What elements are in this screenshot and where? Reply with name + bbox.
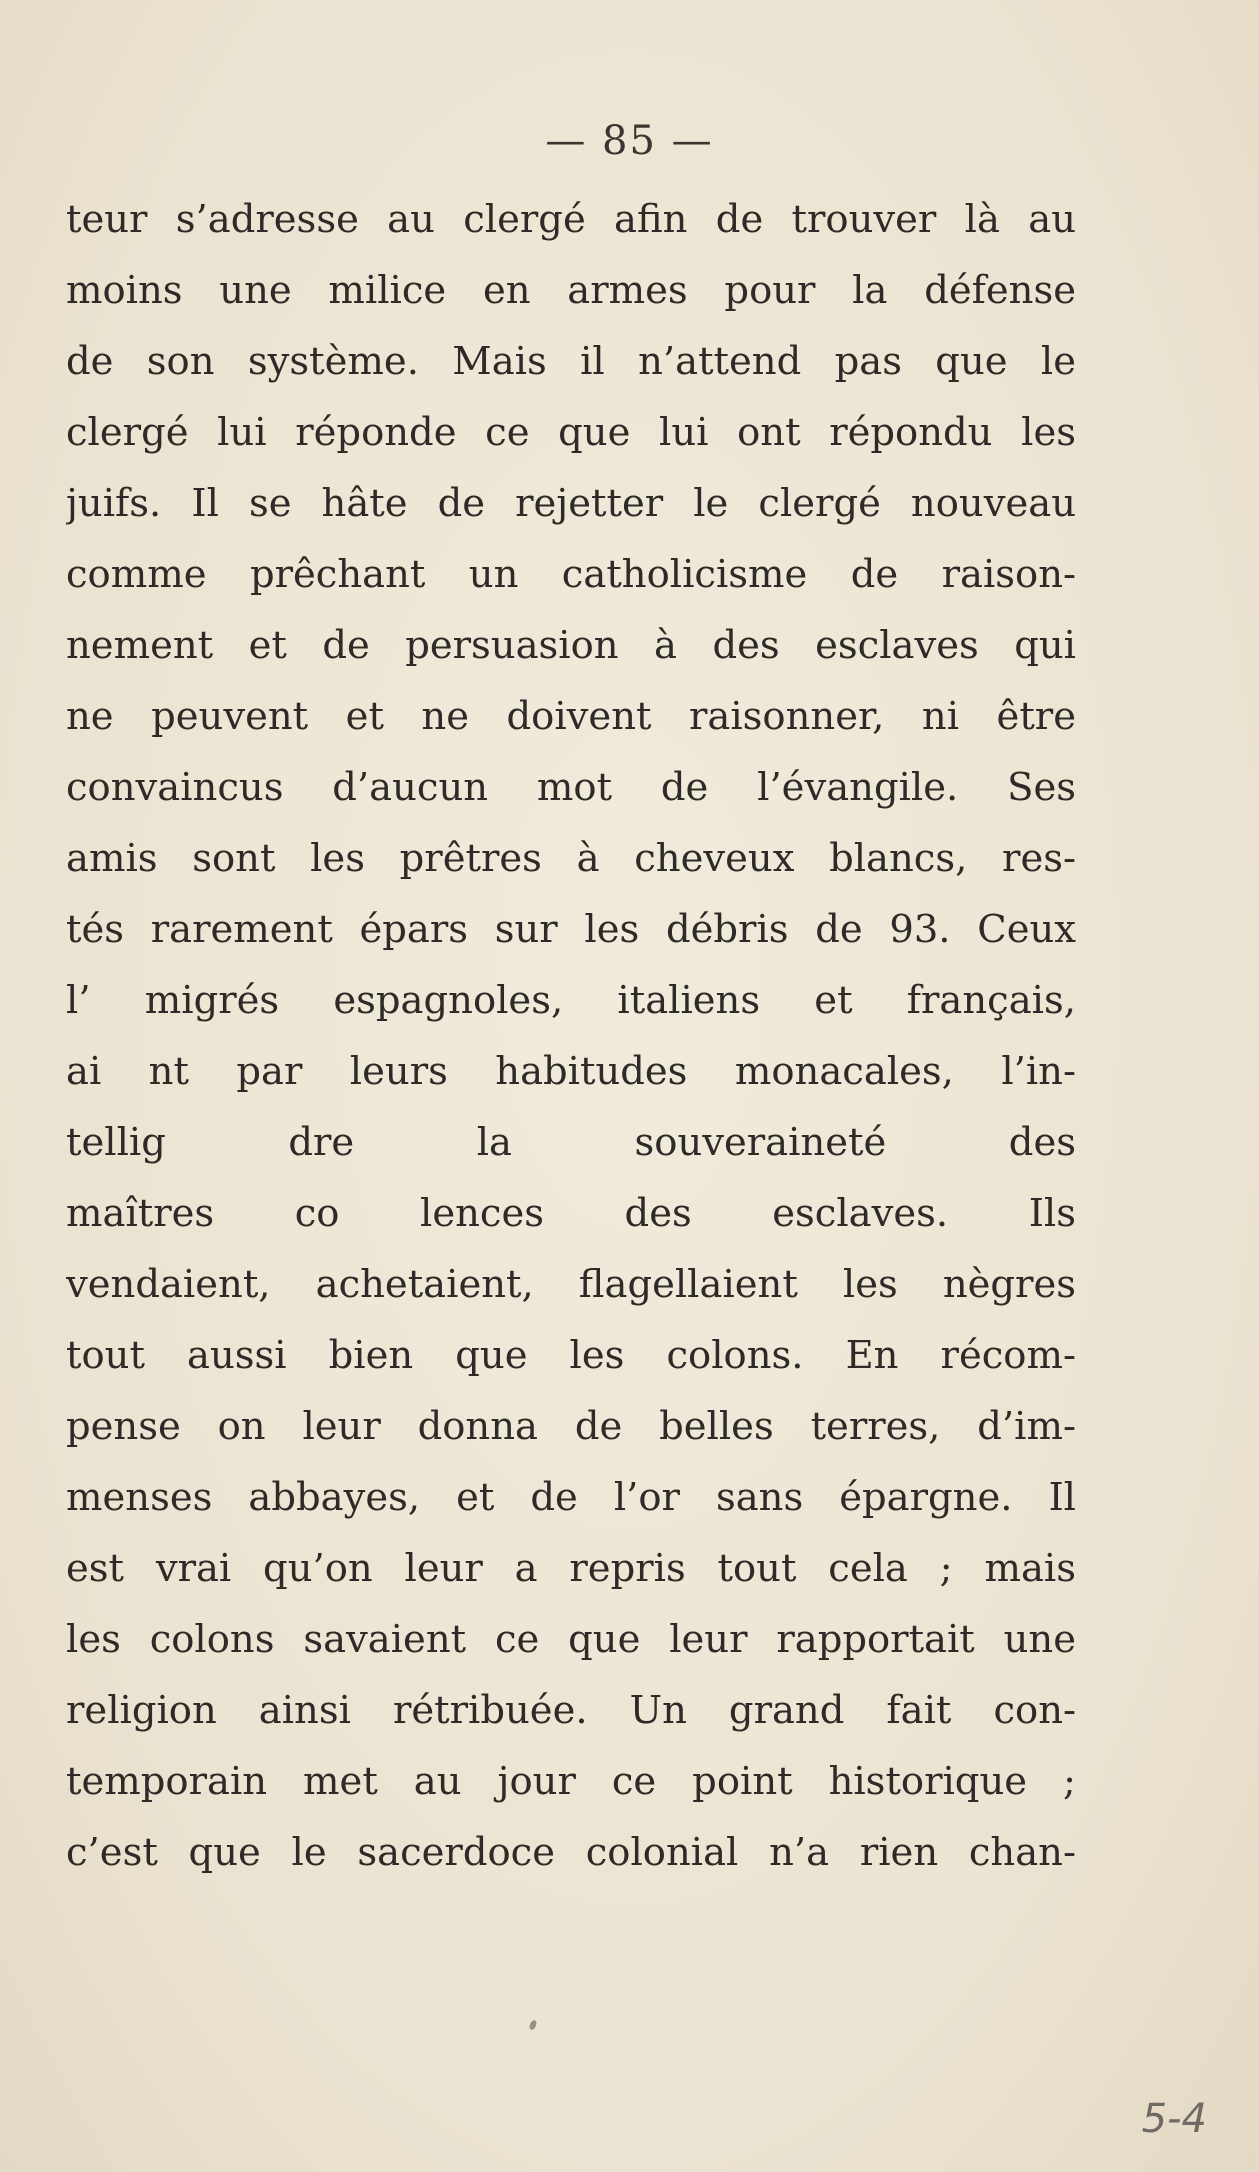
- ink-speck: [528, 2019, 538, 2031]
- text-line: ai nt par leurs habitudes monacales, l’in-: [66, 1049, 1076, 1094]
- text-line: nement et de persuasion à des esclaves qui: [66, 623, 1076, 668]
- text-line: maîtres co lences des esclaves. Ils: [66, 1191, 1076, 1236]
- handwritten-corner-note: 5-4: [1141, 2096, 1207, 2142]
- text-line: vendaient, achetaient, flagellaient les nègres: [66, 1262, 1076, 1307]
- text-line: religion ainsi rétribuée. Un grand fait con-: [66, 1688, 1076, 1733]
- body-text: [66, 184, 1076, 1888]
- text-line: teur s’adresse au clergé afin de trouver là au: [66, 197, 1076, 242]
- text-line: convaincus d’aucun mot de l’évangile. Ses: [66, 765, 1076, 810]
- text-line: est vrai qu’on leur a repris tout cela ; mais: [66, 1546, 1076, 1591]
- text-line: clergé lui réponde ce que lui ont répondu les: [66, 410, 1076, 455]
- text-line: l’ migrés espagnoles, italiens et français,: [66, 978, 1076, 1023]
- page-number: — 85 —: [545, 118, 714, 164]
- text-line: tout aussi bien que les colons. En récom-: [66, 1333, 1076, 1378]
- text-line: menses abbayes, et de l’or sans épargne. Il: [66, 1475, 1076, 1520]
- text-line: moins une milice en armes pour la défense: [66, 268, 1076, 313]
- text-line: temporain met au jour ce point historique ;: [66, 1759, 1076, 1804]
- text-line: c’est que le sacerdoce colonial n’a rien chan-: [66, 1830, 1076, 1875]
- text-line: amis sont les prêtres à cheveux blancs, res-: [66, 836, 1076, 881]
- text-line: ne peuvent et ne doivent raisonner, ni être: [66, 694, 1076, 739]
- text-line: les colons savaient ce que leur rapportait une: [66, 1617, 1076, 1662]
- text-line: juifs. Il se hâte de rejetter le clergé nouveau: [66, 481, 1076, 526]
- text-line: tellig dre la souveraineté des: [66, 1120, 1076, 1165]
- text-line: comme prêchant un catholicisme de raison-: [66, 552, 1076, 597]
- text-line: de son système. Mais il n’attend pas que le: [66, 339, 1076, 384]
- text-line: pense on leur donna de belles terres, d’im-: [66, 1404, 1076, 1449]
- text-line: tés rarement épars sur les débris de 93. Ceux: [66, 907, 1076, 952]
